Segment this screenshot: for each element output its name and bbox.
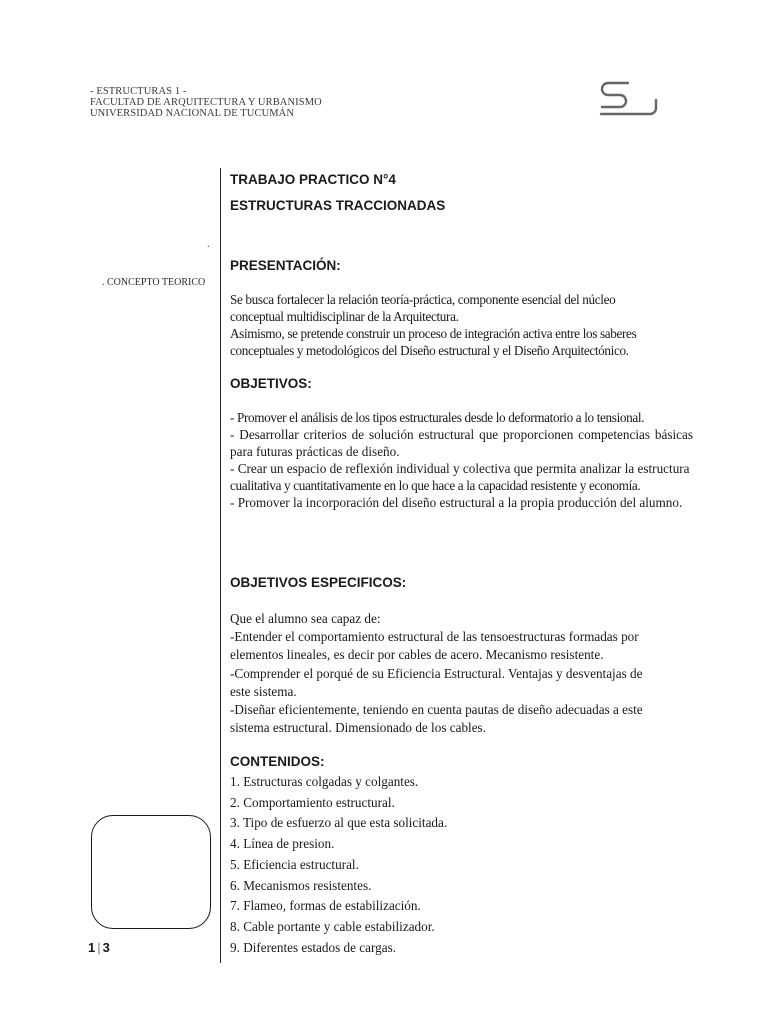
especificos-body <box>230 610 693 737</box>
header-course-line: - ESTRUCTURAS 1 - <box>90 86 187 97</box>
presentacion-line: conceptual multidisciplinar de la Arquitectura. <box>230 309 459 324</box>
page-total: 3 <box>102 940 110 955</box>
contenido-item: 2. Comportamiento estructural. <box>230 794 395 810</box>
contenido-item: 5. Eficiencia estructural. <box>230 856 359 872</box>
sidebar-dot: . <box>207 238 210 250</box>
page-separator: | <box>97 940 101 955</box>
especifico-line: este sistema. <box>230 683 297 699</box>
presentacion-body <box>230 291 693 359</box>
presentacion-line: conceptuales y metodológicos del Diseño estructural y el Diseño Arquitectónico. <box>230 343 629 358</box>
especifico-line: -Entender el comportamiento estructural de las tensoestructuras formadas por <box>230 629 639 645</box>
contenidos-heading: CONTENIDOS: <box>230 754 325 769</box>
page-number <box>88 940 110 955</box>
objetivos-heading: OBJETIVOS: <box>230 376 312 391</box>
objetivo-item: cualitativa y cuantitativamente en lo que hace a la capacidad resistente y economía. <box>230 478 641 493</box>
especifico-line: sistema estructural. Dimensionado de los cables. <box>230 720 486 736</box>
objetivo-item: - Promover la incorporación del diseño estructural a la propia producción del alumno. <box>230 495 683 510</box>
sidebar-rounded-frame <box>91 815 211 929</box>
vertical-divider <box>220 168 221 963</box>
especifico-line: -Comprender el porqué de su Eficiencia Estructural. Ventajas y desventajas de <box>230 665 643 681</box>
contenido-item: 6. Mecanismos resistentes. <box>230 877 372 893</box>
contenido-item: 4. Línea de presion. <box>230 836 335 852</box>
contenido-item: 9. Diferentes estados de cargas. <box>230 939 397 955</box>
contenidos-list <box>230 772 693 958</box>
sidebar-section-label: . CONCEPTO TEORICO <box>102 277 206 288</box>
header-faculty-line: FACULTAD DE ARQUITECTURA Y URBANISMO <box>90 97 322 108</box>
objetivos-body <box>230 409 693 511</box>
header-university-line: UNIVERSIDAD NACIONAL DE TUCUMÁN <box>90 108 295 119</box>
objetivo-item: - Desarrollar criterios de solución estructural que proporcionen competencias básicas para futuras prácticas de diseño. <box>230 427 693 459</box>
presentacion-heading: PRESENTACIÓN: <box>230 258 341 273</box>
page-current: 1 <box>88 940 96 955</box>
contenido-item: 3. Tipo de esfuerzo al que esta solicitada. <box>230 815 448 831</box>
presentacion-line: Asimismo, se pretende construir un proceso de integración activa entre los saberes <box>230 326 637 341</box>
contenido-item: 8. Cable portante y cable estabilizador. <box>230 918 435 934</box>
doc-subtitle: ESTRUCTURAS TRACCIONADAS <box>230 198 446 213</box>
especifico-line: elementos lineales, es decir por cables de acero. Mecanismo resistente. <box>230 647 604 663</box>
doc-title: TRABAJO PRACTICO N°4 <box>230 172 396 187</box>
presentacion-line: Se busca fortalecer la relación teoría-práctica, componente esencial del núcleo <box>230 292 616 307</box>
especificos-heading: OBJETIVOS ESPECIFICOS: <box>230 575 407 590</box>
contenido-item: 1. Estructuras colgadas y colgantes. <box>230 774 419 789</box>
contenido-item: 7. Flameo, formas de estabilización. <box>230 898 421 914</box>
faculty-logo-icon <box>598 80 660 120</box>
objetivo-item: - Crear un espacio de reflexión individual y colectiva que permita analizar la estructura <box>230 461 690 476</box>
objetivo-item: - Promover el análisis de los tipos estructurales desde lo deformatorio a lo tensional. <box>230 410 645 425</box>
especifico-line: Que el alumno sea capaz de: <box>230 611 381 626</box>
especifico-line: -Diseñar eficientemente, teniendo en cuenta pautas de diseño adecuadas a este <box>230 702 643 718</box>
